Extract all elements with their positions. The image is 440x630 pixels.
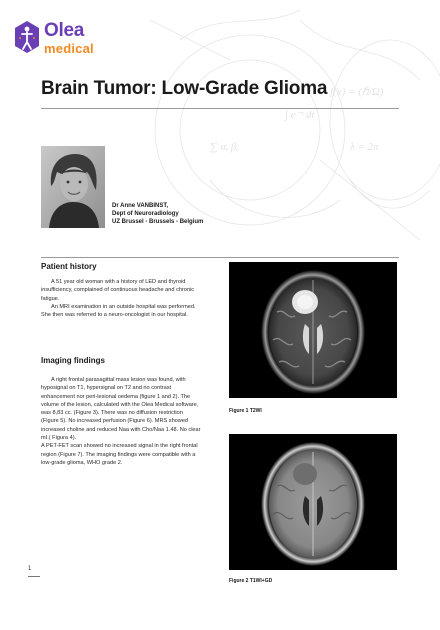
svg-text:∑ αᵢ βᵢ: ∑ αᵢ βᵢ: [210, 141, 239, 153]
figure-2-caption: Figure 2 T1WI+GD: [229, 578, 273, 584]
figure-1-t2wi-image: [229, 262, 397, 398]
figure-2-t1wi-gd-image: [229, 434, 397, 570]
olea-medical-logo: [14, 20, 124, 60]
patient-history-paragraph: A 51 year old woman with a history of LED and thyroid insufficiency, complained of continuous headache and chronic fatigue.: [41, 279, 195, 302]
imaging-findings-heading: Imaging findings: [41, 356, 105, 365]
logo-body-icon: [14, 20, 40, 54]
page-number-rule: [28, 576, 40, 577]
page-title: Brain Tumor: Low-Grade Glioma: [41, 78, 328, 99]
patient-history-body: [41, 278, 201, 319]
logo-word-olea: Olea: [44, 20, 84, 41]
author-portrait: [41, 146, 105, 228]
svg-text:f(x) = (ℏ/Ω): f(x) = (ℏ/Ω): [330, 86, 384, 98]
patient-history-paragraph: An MRI examination in an outside hospital was performed. She then was referred to a neuro-oncologist in our hospital.: [41, 303, 196, 319]
imaging-findings-body: [41, 376, 201, 467]
svg-text:∫ e⁻ᵗ dt: ∫ e⁻ᵗ dt: [285, 109, 315, 121]
figure-1-caption: Figure 1 T2WI: [229, 408, 262, 414]
logo-word-medical: medical: [44, 41, 94, 56]
author-department: Dept of Neuroradiology: [112, 211, 179, 217]
author-block: [112, 202, 203, 226]
imaging-findings-section: [41, 356, 201, 467]
patient-history-heading: Patient history: [41, 262, 97, 271]
imaging-findings-paragraph: A right frontal parasagittal mass lesion was found, with hyposignal on T1, hypersignal on T2 and no contrast enhancement nor peri-lesional oedema (figure 1 and 2). The volume of the lesion, calculated with the Olea Medical software, was 8,83 cc. (Figure 3). There was no diffusion restriction (Figure 5). No increased perfusion (Figure 6). MRS showed increased choline and reduced Naa with Cho/Naa 1.48. No clear mI.( Figura 4).: [41, 377, 201, 442]
author-name: Dr Anne VANBINST,: [112, 203, 169, 209]
page-number: 1: [28, 566, 32, 572]
author-institution: UZ Brussel - Brussels - Belgium: [112, 219, 204, 225]
patient-history-section: [41, 262, 201, 319]
section-divider: [41, 257, 399, 258]
svg-text:λ = 2π: λ = 2π: [350, 141, 379, 153]
imaging-findings-paragraph: A PET-FET scan showed no increased signal in the right frontal region (Figure 7). The imaging findings were compatible with a low-grade glioma, WHO grade 2.: [41, 443, 198, 466]
title-divider: [41, 108, 399, 109]
